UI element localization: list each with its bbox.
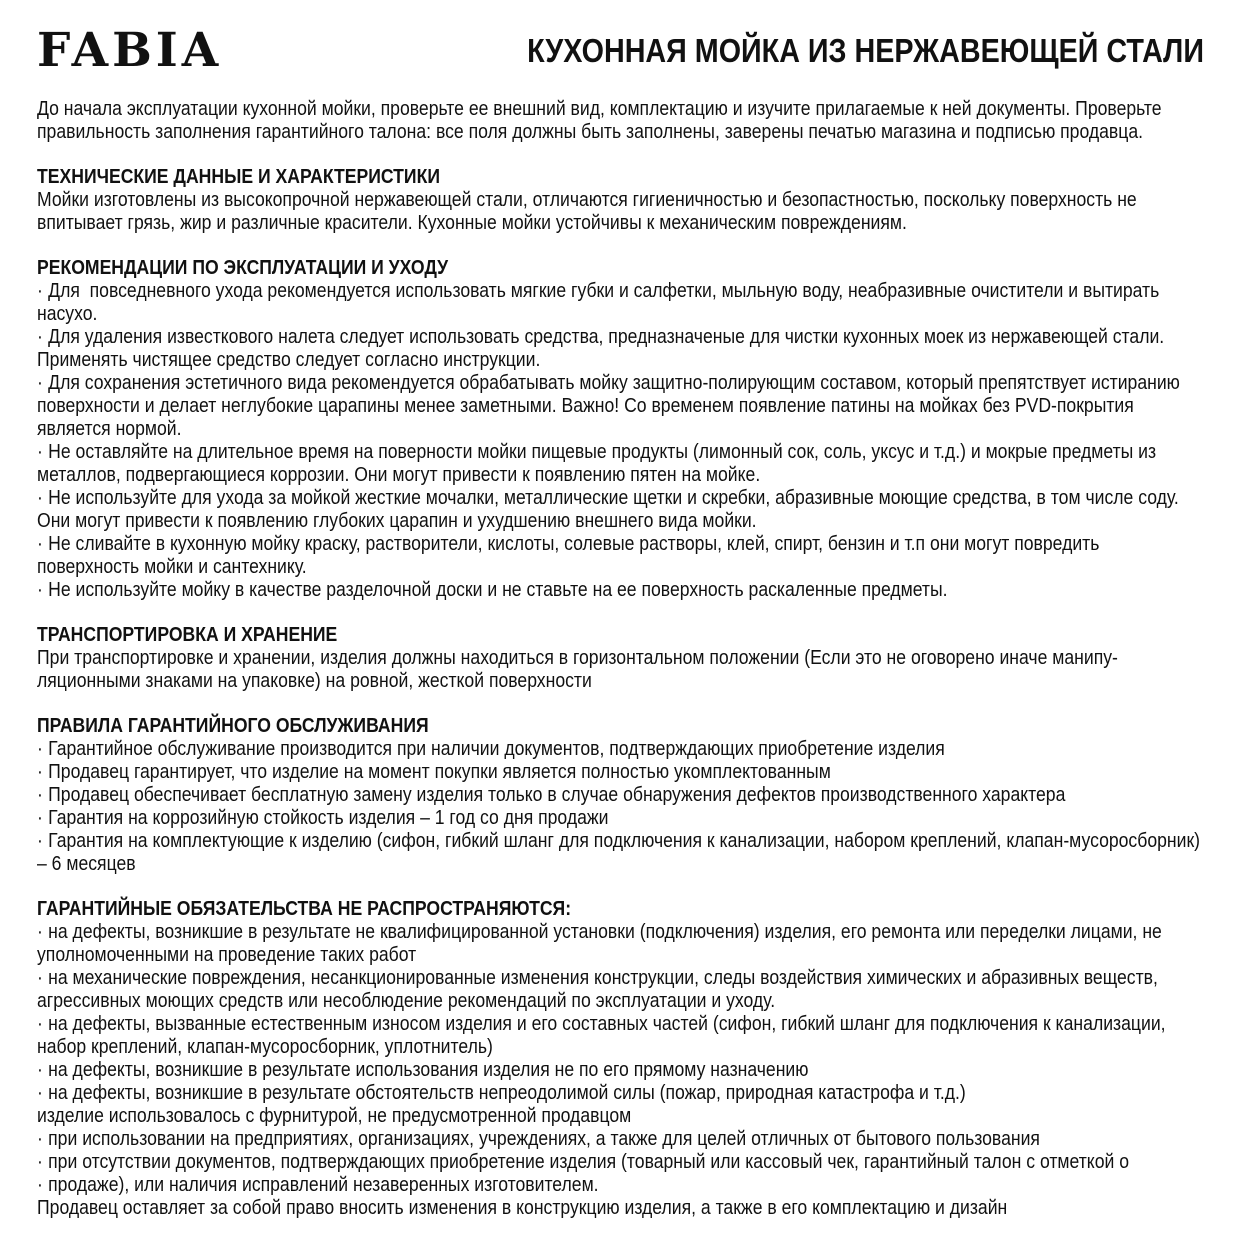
list-item (37, 1105, 1204, 1128)
bullet-marker: · (37, 830, 43, 852)
list-item-text: Продавец обеспечивает бесплатную замену изделия только в случае обнаружения дефектов производственного характера (48, 784, 1066, 806)
list-item (37, 807, 1204, 830)
warranty-exclusions-list (37, 921, 1204, 1197)
document-body (37, 98, 1204, 1220)
bullet-marker: · (37, 372, 43, 394)
list-item-text: на дефекты, возникшие в результате обстоятельств непреодолимой силы (пожар, природная катастрофа и т.д.) (48, 1082, 966, 1104)
bullet-marker: · (37, 533, 43, 555)
section-warranty-exclusions-heading: ГАРАНТИЙНЫЕ ОБЯЗАТЕЛЬСТВА НЕ РАСПРОСТРАНЯЮТСЯ: (37, 898, 572, 920)
section-warranty-rules (37, 715, 1204, 876)
list-item-text: Для удаления известкового налета следует использовать средства, предназначеные для чистки кухонных моек из нержавеющей стали. Применять чистящее средство следует согласно инструкции. (37, 326, 1170, 371)
bullet-marker: · (37, 1082, 43, 1104)
bullet-marker: · (37, 807, 43, 829)
section-warranty-rules-heading: ПРАВИЛА ГАРАНТИЙНОГО ОБСЛУЖИВАНИЯ (37, 715, 429, 737)
section-technical-data-paragraph: Мойки изготовлены из высокопрочной нержавеющей стали, отличаются гигиеничностью и безопастностью, поскольку поверхность не впитывает грязь, жир и различные красители. Кухонные мойки устойчивы к механическим повреждениям. (37, 189, 1142, 234)
warranty-rules-list (37, 738, 1204, 876)
list-item (37, 1059, 1204, 1082)
bullet-marker: · (37, 487, 43, 509)
section-warranty-exclusions (37, 898, 1204, 1220)
list-item-text: Гарантия на коррозийную стойкость изделия – 1 год со дня продажи (48, 807, 609, 829)
list-item-text: изделие использовалось с фурнитурой, не предусмотренной продавцом (37, 1105, 632, 1127)
list-item (37, 1082, 1204, 1105)
list-item (37, 761, 1204, 784)
bullet-marker: · (37, 326, 43, 348)
list-item (37, 1013, 1204, 1059)
list-item (37, 830, 1204, 876)
list-item (37, 738, 1204, 761)
page-title: КУХОННАЯ МОЙКА ИЗ НЕРЖАВЕЮЩЕЙ СТАЛИ (527, 32, 1204, 69)
bullet-marker: · (37, 967, 43, 989)
list-item (37, 921, 1204, 967)
section-technical-data-heading: ТЕХНИЧЕСКИЕ ДАННЫЕ И ХАРАКТЕРИСТИКИ (37, 166, 440, 188)
list-item (37, 967, 1204, 1013)
bullet-marker: · (37, 1174, 43, 1196)
bullet-marker: · (37, 784, 43, 806)
bullet-marker: · (37, 441, 43, 463)
bullet-marker: · (37, 1128, 43, 1150)
list-item (37, 579, 1204, 602)
list-item-text: Гарантийное обслуживание производится при наличии документов, подтверждающих приобретение изделия (48, 738, 945, 760)
bullet-marker: · (37, 921, 43, 943)
list-item-text: Гарантия на комплектующие к изделию (сифон, гибкий шланг для подключения к канализации, набором креплений, клапан-мусоросборник) – 6 месяцев (37, 830, 1205, 875)
list-item (37, 784, 1204, 807)
list-item (37, 533, 1204, 579)
list-item-text: на механические повреждения, несанкционированные изменения конструкции, следы воздействия химических и абразивных веществ, агрессивных моющих средств или несоблюдение рекомендаций по эксплуатации и уходу. (37, 967, 1163, 1012)
bullet-marker: · (37, 738, 43, 760)
brand-logo: FABIA (37, 23, 223, 78)
section-care-recommendations-heading: РЕКОМЕНДАЦИИ ПО ЭКСПЛУАТАЦИИ И УХОДУ (37, 257, 449, 279)
bullet-marker: · (37, 1013, 43, 1035)
bullet-marker: · (37, 1151, 43, 1173)
list-item-text: Не оставляйте на длительное время на поверности мойки пищевые продукты (лимонный сок, соль, уксус и т.д.) и мокрые предметы из металлов, подвергающиеся коррозии. Они могут привести к появлению пятен на мойке. (37, 441, 1161, 486)
bullet-marker: · (37, 761, 43, 783)
list-item (37, 1151, 1204, 1174)
intro-paragraph: До начала эксплуатации кухонной мойки, проверьте ее внешний вид, комплектацию и изучите прилагаемые к ней документы. Проверьте правильность заполнения гарантийного талона: все поля должны быть заполнены, заверены печатью магазина и подписью продавца. (37, 98, 1167, 143)
document-header (37, 23, 1204, 78)
section-technical-data (37, 166, 1204, 235)
section-care-recommendations (37, 257, 1204, 602)
list-item-text: Для сохранения эстетичного вида рекомендуется обрабатывать мойку защитно-полирующим составом, который препятствует истиранию поверхности и делает неглубокие царапины менее заметными. Важно! Со временем появление патины на мойках без PVD-покрытия является нормой. (37, 372, 1185, 440)
bullet-marker: · (37, 1059, 43, 1081)
list-item-text: при отсутствии документов, подтверждающих приобретение изделия (товарный или кассовый чек, гарантийный талон с отметкой о (48, 1151, 1129, 1173)
list-item-text: на дефекты, возникшие в результате не квалифицированной установки (подключения) изделия, его ремонта или переделки лицами, не уполномоченными на проведение таких работ (37, 921, 1167, 966)
list-item (37, 487, 1204, 533)
section-transport-storage-paragraph: При транспортировке и хранении, изделия должны находиться в горизонтальном положении (Если это не оговорено иначе манипуляционными знаками на упаковке) на ровной, жесткой поверхности (37, 647, 1118, 692)
list-item-text: Не сливайте в кухонную мойку краску, растворители, кислоты, солевые растворы, клей, спирт, бензин и т.п они могут повредить поверхность мойки и сантехнику. (37, 533, 1105, 578)
section-transport-storage (37, 624, 1204, 693)
list-item-text: продаже), или наличия исправлений незаверенных изготовителем. (48, 1174, 599, 1196)
list-item (37, 1128, 1204, 1151)
list-item (37, 326, 1204, 372)
bullet-marker: · (37, 579, 43, 601)
section-transport-storage-heading: ТРАНСПОРТИРОВКА И ХРАНЕНИЕ (37, 624, 338, 646)
closing-statement: Продавец оставляет за собой право вносить изменения в конструкцию изделия, а также в его комплектацию и дизайн (37, 1197, 1008, 1219)
list-item-text: Не используйте для ухода за мойкой жесткие мочалки, металлические щетки и скребки, абразивные моющие средства, в том числе соду. Они могут привести к появлению глубоких царапин и ухудшению внешнего вида мойки. (37, 487, 1184, 532)
list-item-text: на дефекты, вызванные естественным износом изделия и его составных частей (сифон, гибкий шланг для подключения к канализации, набор креплений, клапан-мусоросборник, уплотнитель) (37, 1013, 1171, 1058)
care-recommendations-list (37, 280, 1204, 602)
list-item-text: при использовании на предприятиях, организациях, учреждениях, а также для целей отличных от бытового пользования (48, 1128, 1040, 1150)
list-item (37, 441, 1204, 487)
list-item-text: на дефекты, возникшие в результате использования изделия не по его прямому назначению (48, 1059, 809, 1081)
list-item-text: Не используйте мойку в качестве разделочной доски и не ставьте на ее поверхность раскаленные предметы. (48, 579, 948, 601)
list-item (37, 372, 1204, 441)
list-item-text: Продавец гарантирует, что изделие на момент покупки является полностью укомплектованным (48, 761, 831, 783)
bullet-marker: · (37, 280, 43, 302)
list-item (37, 280, 1204, 326)
list-item (37, 1174, 1204, 1197)
list-item-text: Для повседневного ухода рекомендуется использовать мягкие губки и салфетки, мыльную воду, неабразивные очистители и вытирать насухо. (37, 280, 1165, 325)
